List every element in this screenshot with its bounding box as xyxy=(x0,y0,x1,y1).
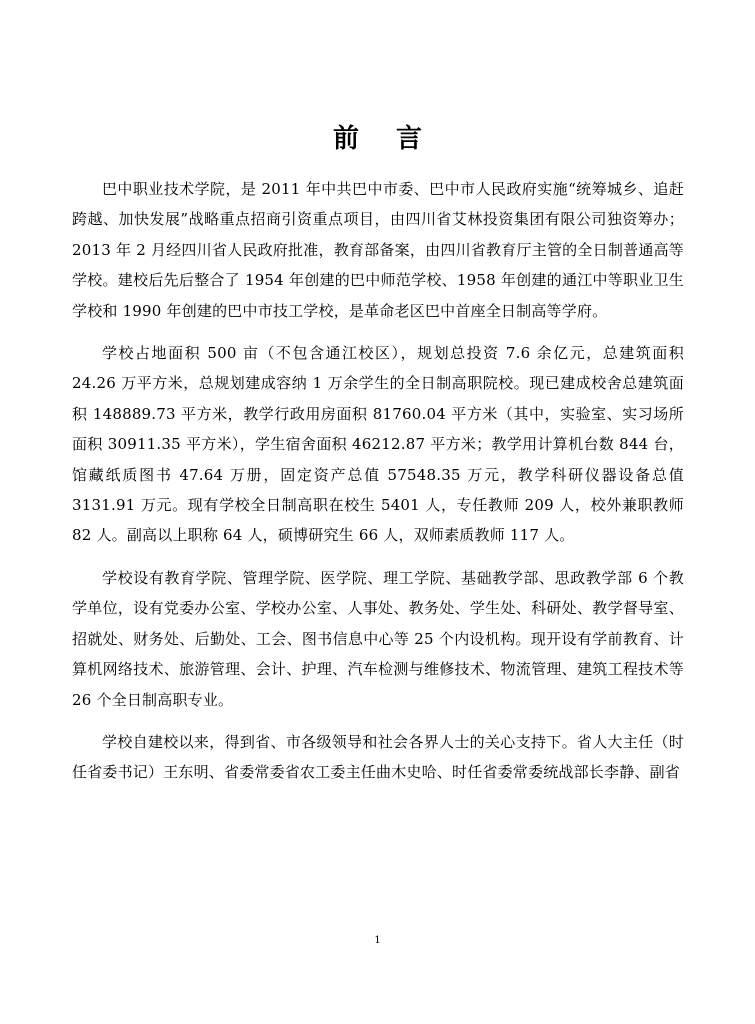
paragraph-intro: 巴中职业技术学院，是 2011 年中共巴中市委、巴中市人民政府实施“统筹城乡、追赶跨越、加快发展”战略重点招商引资重点项目，由四川省艾林投资集团有限公司独资筹办；2013 年 2 月经四川省人民政府批准，教育部备案，由四川省教育厅主管的全日制普通高等学校。建校后先后整合了 1954 年创建的巴中师范学校、1958 年创建的通江中等职业卫生学校和 1990 年创建的巴中市技工学校，是革命老区巴中首座全日制高等学府。 xyxy=(72,180,684,320)
paragraph-facilities: 学校占地面积 500 亩（不包含通江校区），规划总投资 7.6 余亿元，总建筑面积 24.26 万平方米，总规划建成容纳 1 万余学生的全日制高职院校。现已建成校舍总建筑面积 148889.73 平方米，教学行政用房面积 81760.04 平方米（其中，实验室、实习场所面积 30911.35 平方米），学生宿舍面积 46212.87 平方米；教学用计算机台数 844 台，馆藏纸质图书 47.64 万册，固定资产总值 57548.35 万元，教学科研仪器设备总值 3131.91 万元。现有学校全日制高职在校生 5401 人，专任教师 209 人，校外兼职教师 82 人。副高以上职称 64 人，硕博研究生 66 人，双师素质教师 117 人。 xyxy=(72,344,684,545)
page-number: 1 xyxy=(374,935,381,946)
paragraph-organization: 学校设有教育学院、管理学院、医学院、理工学院、基础教学部、思政教学部 6 个教学单位，设有党委办公室、学校办公室、人事处、教务处、学生处、科研处、教学督导室、招就处、财务处、后勤处、工会、图书信息中心等 25 个内设机构。现开设有学前教育、计算机网络技术、旅游管理、会计、护理、汽车检测与维修技术、物流管理、建筑工程技术等 26 个全日制高职专业。 xyxy=(72,568,684,709)
document-body xyxy=(72,174,684,800)
page-title: 前 言 xyxy=(332,124,437,154)
paragraph-support: 学校自建校以来，得到省、市各级领导和社会各界人士的关心支持下。省人大主任（时任省委书记）王东明、省委常委省农工委主任曲木史哈、时任省委常委统战部长李静、副省 xyxy=(72,732,684,782)
